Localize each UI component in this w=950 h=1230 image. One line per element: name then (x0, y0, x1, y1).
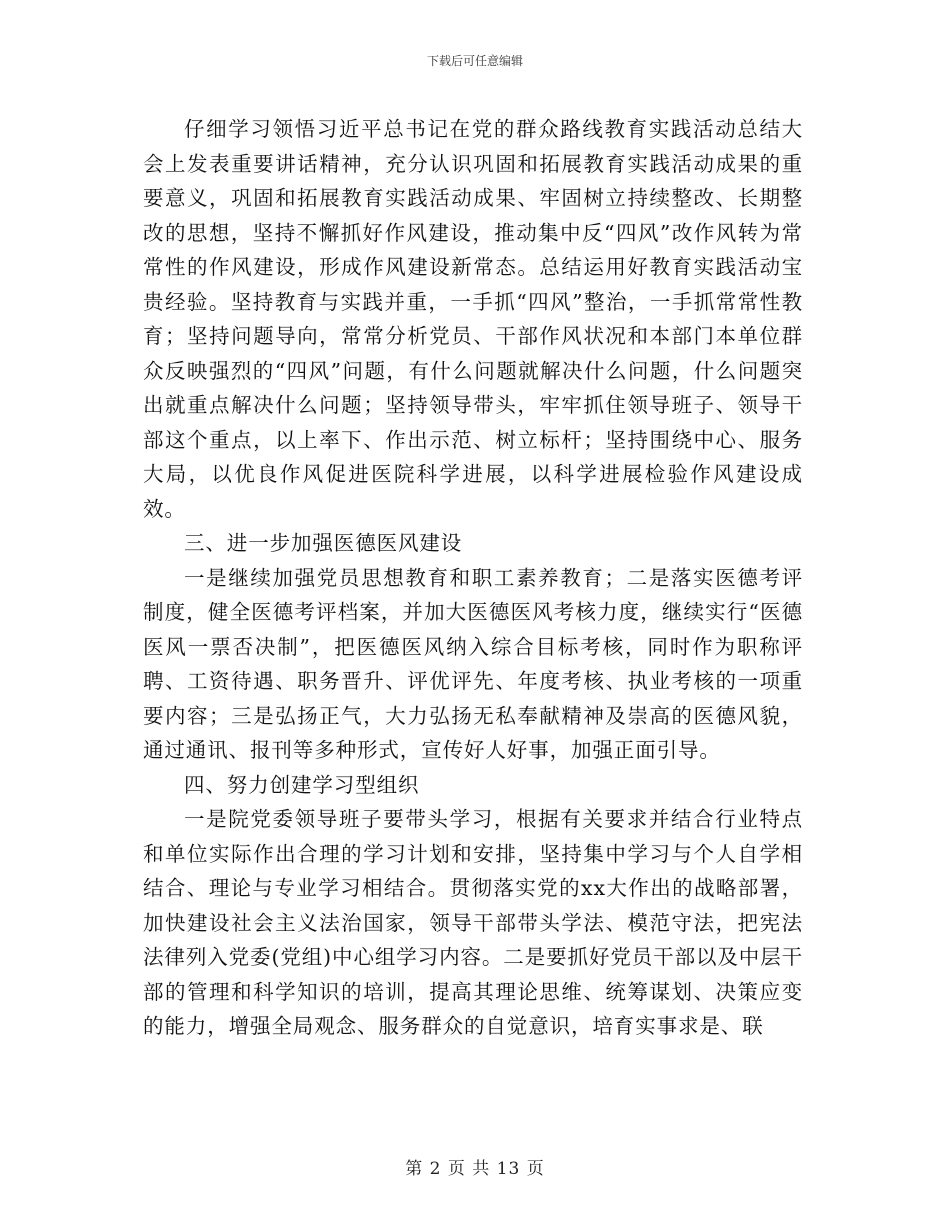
paragraph-work-style: 仔细学习领悟习近平总书记在党的群众路线教育实践活动总结大会上发表重要讲话精神，充分认识巩固和拓展教育实践活动成果的重要意义，巩固和拓展教育实践活动成果、牢固树立持续整改、长期整改的思想，坚持不懈抓好作风建设，推动集中反“四风”改作风转为常常性的作风建设，形成作风建设新常态。总结运用好教育实践活动宝贵经验。坚持教育与实践并重，一手抓“四风”整治，一手抓常常性教育；坚持问题导向，常常分析党员、干部作风状况和本部门本单位群众反映强烈的“四风”问题，有什么问题就解决什么问题，什么问题突出就重点解决什么问题；坚持领导带头，牢牢抓住领导班子、领导干部这个重点，以上率下、作出示范、树立标杆；坚持围绕中心、服务大局，以优良作风促进医院科学进展，以科学进展检验作风建设成效。 (143, 117, 803, 521)
paragraph-learning-organization: 一是院党委领导班子要带头学习，根据有关要求并结合行业特点和单位实际作出合理的学习计划和安排，坚持集中学习与个人自学相结合、理论与专业学习相结合。贯彻落实党的xx大作出的战略部署，加快建设社会主义法治国家，领导干部带头学法、模范守法，把宪法法律列入党委(党组)中心组学习内容。二是要抓好党员干部以及中层干部的管理和科学知识的培训，提高其理论思维、统筹谋划、决策应变的能力，增强全局观念、服务群众的自觉意识，培育实事求是、联 (143, 807, 803, 1038)
paragraph-medical-ethics: 一是继续加强党员思想教育和职工素养教育；二是落实医德考评制度，健全医德考评档案，并加大医德医风考核力度，继续实行“医德医风一票否决制”，把医德医风纳入综合目标考核，同时作为职称评聘、工资待遇、职务晋升、评优评先、年度考核、执业考核的一项重要内容；三是弘扬正气，大力弘扬无私奉献精神及崇高的医德风貌，通过通讯、报刊等多种形式，宣传好人好事，加强正面引导。 (143, 565, 803, 762)
page-header: 下载后可任意编辑 (426, 54, 523, 68)
document-body (143, 112, 803, 1044)
page-number-footer: 第 2 页 共 13 页 (405, 1159, 545, 1179)
section-heading-4: 四、努力创建学习型组织 (184, 772, 420, 797)
section-heading-3: 三、进一步加强医德医风建设 (184, 531, 463, 555)
